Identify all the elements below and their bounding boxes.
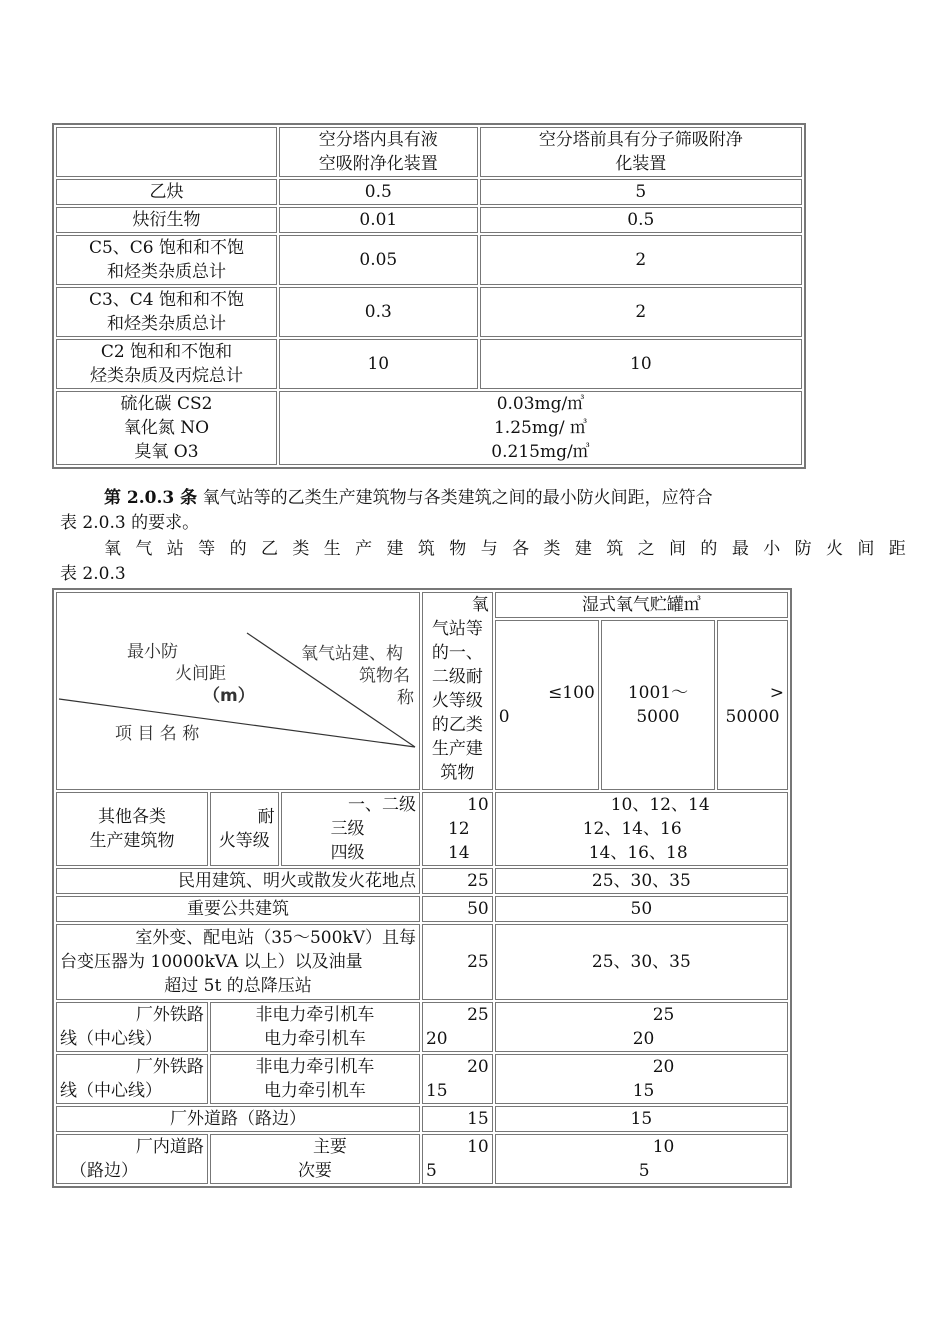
fire-distance-table	[52, 588, 792, 1188]
header-line: 气站等	[431, 619, 483, 639]
table1-row-value-b: 2	[480, 235, 802, 285]
type-line: 非电力牵引机车	[255, 1057, 375, 1077]
table1-last-row-names	[56, 391, 277, 465]
table1-row-name	[56, 235, 277, 285]
name-line: 线（中心线）	[60, 1029, 162, 1049]
title-char: 乙	[260, 539, 278, 559]
table1-corner-cell	[56, 127, 277, 177]
header-line: 化装置	[615, 154, 667, 174]
road-in-tank	[495, 1134, 788, 1184]
rail2-tank	[495, 1054, 788, 1104]
name-line: 和烃类杂质总计	[106, 314, 226, 334]
value-line: 15	[425, 1081, 448, 1101]
title-char: 的	[700, 539, 718, 559]
header-line: 氧	[471, 595, 489, 615]
title-char: 生	[323, 539, 341, 559]
value-line: 14	[447, 843, 470, 863]
impurity-limits-table	[52, 123, 806, 469]
value-line: 12	[447, 819, 470, 839]
road-in-types	[210, 1134, 420, 1184]
table1-row-name	[56, 287, 277, 337]
value-line: 10	[652, 1137, 675, 1157]
title-char: 各	[512, 539, 530, 559]
col-header-wet-tank: 湿式氧气贮罐㎥	[495, 592, 788, 618]
header-line: 的一、	[431, 643, 483, 663]
value-line: 0.215mg/㎥	[491, 442, 590, 462]
clause-paragraph	[60, 486, 906, 536]
clause-text-line2: 表 2.0.3 的要求。	[60, 513, 200, 533]
table1-row-value-a: 0.01	[279, 207, 478, 233]
name-line: 火等级	[218, 831, 270, 851]
value-line: 10	[467, 795, 489, 815]
title-char: 站	[166, 539, 184, 559]
value-line: 20	[652, 1057, 675, 1077]
name-line: 厂内道路	[135, 1137, 204, 1157]
name-line: 和烃类杂质总计	[106, 262, 226, 282]
value-line: 10	[467, 1137, 489, 1157]
name-line: 臭氧 O3	[134, 442, 199, 462]
title-char: 建	[386, 539, 404, 559]
name-line: C3、C4 饱和和不饱	[88, 290, 245, 310]
level-line: 四级	[330, 843, 365, 863]
level-line: 三级	[330, 819, 365, 839]
header-line: 筑物	[440, 763, 475, 783]
tank-col-small	[495, 620, 599, 790]
level-line: 一、二级	[347, 795, 416, 815]
fire-group-levels	[281, 792, 420, 866]
title-char: 的	[229, 539, 247, 559]
table1-row-name: 炔衍生物	[56, 207, 277, 233]
header-line: 0	[498, 707, 510, 727]
name-line: （路边）	[70, 1161, 138, 1181]
value-line: 15	[632, 1081, 655, 1101]
header-line: 空吸附净化装置	[318, 154, 438, 174]
name-line: C2 饱和和不饱和	[100, 342, 233, 362]
name-line: 厂外铁路	[135, 1005, 204, 1025]
rail2-types	[210, 1054, 420, 1104]
road-in-name	[56, 1134, 208, 1184]
title-char: 类	[292, 539, 310, 559]
rail1-types	[210, 1002, 420, 1052]
header-line: 的乙类	[431, 715, 483, 735]
diagram-label-distance-1: 最小防	[127, 642, 178, 662]
table1-header-liquid-air	[279, 127, 478, 177]
title-char: 防	[794, 539, 812, 559]
table1-row-value-a: 0.5	[279, 179, 478, 205]
row-name-substation	[56, 924, 420, 1000]
title-char: 之	[637, 539, 655, 559]
header-line: 生产建	[431, 739, 483, 759]
value-line: 20	[425, 1029, 448, 1049]
tank-col-large	[717, 620, 788, 790]
diagram-label-building-3: 称	[397, 688, 414, 708]
table-title-line2: 表 2.0.3	[60, 564, 126, 584]
diagram-label-unit: （m）	[203, 686, 255, 706]
title-char: 间	[669, 539, 687, 559]
name-line: 生产建筑物	[89, 831, 175, 851]
name-line: C5、C6 饱和和不饱	[88, 238, 245, 258]
title-char: 等	[198, 539, 216, 559]
table1-row-value-a: 10	[279, 339, 478, 389]
title-char: 筑	[417, 539, 435, 559]
diagram-label-item: 项 目 名 称	[115, 724, 200, 744]
row-value-tank: 50	[495, 896, 788, 922]
row-value-a: 25	[422, 868, 493, 894]
header-line: 空分塔前具有分子筛吸附净	[538, 130, 743, 150]
header-line: 1001～	[627, 683, 689, 703]
row-name-road-out: 厂外道路（路边）	[56, 1106, 420, 1132]
name-line: 室外变、配电站（35～500kV）且每	[135, 928, 416, 948]
header-line: 空分塔内具有液	[318, 130, 438, 150]
header-line: 5000	[636, 707, 680, 727]
title-char: 氧	[104, 539, 121, 559]
table1-row-value-b: 2	[480, 287, 802, 337]
name-line: 厂外铁路	[135, 1057, 204, 1077]
name-line: 线（中心线）	[60, 1081, 162, 1101]
tank-col-medium	[601, 620, 715, 790]
table1-row-name	[56, 339, 277, 389]
col-header-class-b-building	[422, 592, 493, 790]
title-char: 最	[731, 539, 749, 559]
title-char: 产	[355, 539, 373, 559]
type-line: 电力牵引机车	[263, 1029, 366, 1049]
value-line: 5	[638, 1161, 650, 1181]
value-line: 25	[652, 1005, 675, 1025]
value-line: 0.03mg/㎥	[496, 394, 585, 414]
row-value-a: 25	[422, 924, 493, 1000]
table1-row-value-b: 5	[480, 179, 802, 205]
type-line: 主要	[312, 1137, 347, 1157]
type-line: 电力牵引机车	[263, 1081, 366, 1101]
header-line: 二级耐	[431, 667, 483, 687]
name-line: 硫化碳 CS2	[120, 394, 213, 414]
table1-row-value-a: 0.3	[279, 287, 478, 337]
table1-last-row-values	[279, 391, 802, 465]
header-line: ≤100	[548, 683, 595, 703]
diagram-label-building-2: 筑物名	[359, 666, 410, 686]
clause-number: 第 2.0.3 条	[104, 488, 198, 508]
title-char: 物	[449, 539, 467, 559]
rail2-name	[56, 1054, 208, 1104]
fire-group-a	[422, 792, 493, 866]
clause-text: 氧气站等的乙类生产建筑物与各类建筑之间的最小防火间距，应符合	[197, 488, 713, 508]
title-char: 气	[135, 539, 153, 559]
title-char: 筑	[606, 539, 624, 559]
diagram-label-distance-2: 火间距	[175, 664, 226, 684]
row-name-civil: 民用建筑、明火或散发火花地点	[56, 868, 420, 894]
name-line: 超过 5t 的总降压站	[164, 976, 312, 996]
value-line: 14、16、18	[588, 843, 688, 863]
title-char: 距	[888, 539, 906, 559]
fire-group-name	[56, 792, 208, 866]
fire-group-sub	[210, 792, 279, 866]
diagram-label-building-1: 氧气站建、构	[301, 644, 403, 664]
table1-row-value-b: 10	[480, 339, 802, 389]
name-line: 烃类杂质及丙烷总计	[89, 366, 243, 386]
row-value-tank: 15	[495, 1106, 788, 1132]
type-line: 非电力牵引机车	[255, 1005, 375, 1025]
table1-header-molecular-sieve	[480, 127, 802, 177]
row-value-tank: 25、30、35	[495, 924, 788, 1000]
title-char: 类	[543, 539, 561, 559]
title-char: 建	[574, 539, 592, 559]
table1-row-name: 乙炔	[56, 179, 277, 205]
value-line: 20	[632, 1029, 655, 1049]
row-name-public: 重要公共建筑	[56, 896, 420, 922]
row-value-a: 15	[422, 1106, 493, 1132]
row-value-tank: 25、30、35	[495, 868, 788, 894]
value-line: 10、12、14	[610, 795, 710, 815]
rail1-a	[422, 1002, 493, 1052]
title-char: 火	[825, 539, 843, 559]
table1-row-value-b: 0.5	[480, 207, 802, 233]
table-title-line1	[60, 537, 906, 562]
header-line: 50000	[725, 707, 780, 727]
name-line: 台变压器为 10000kVA 以上）以及油量	[60, 952, 363, 972]
diagonal-header-cell	[56, 592, 420, 790]
name-line: 其他各类	[97, 807, 166, 827]
title-char: 间	[857, 539, 875, 559]
value-line: 5	[425, 1161, 437, 1181]
road-in-a	[422, 1134, 493, 1184]
type-line: 次要	[297, 1161, 332, 1181]
value-line: 12、14、16	[582, 819, 682, 839]
name-line: 耐	[257, 807, 275, 827]
value-line: 25	[467, 1005, 489, 1025]
table-title	[60, 537, 906, 587]
header-line: 火等级	[431, 691, 483, 711]
rail1-name	[56, 1002, 208, 1052]
name-line: 氧化氮 NO	[123, 418, 210, 438]
header-line: >	[769, 683, 784, 703]
rail1-tank	[495, 1002, 788, 1052]
fire-group-tank	[495, 792, 788, 866]
title-char: 小	[763, 539, 781, 559]
table1-row-value-a: 0.05	[279, 235, 478, 285]
row-value-a: 50	[422, 896, 493, 922]
value-line: 1.25mg/ ㎥	[493, 418, 587, 438]
title-char: 与	[480, 539, 498, 559]
rail2-a	[422, 1054, 493, 1104]
value-line: 20	[467, 1057, 489, 1077]
